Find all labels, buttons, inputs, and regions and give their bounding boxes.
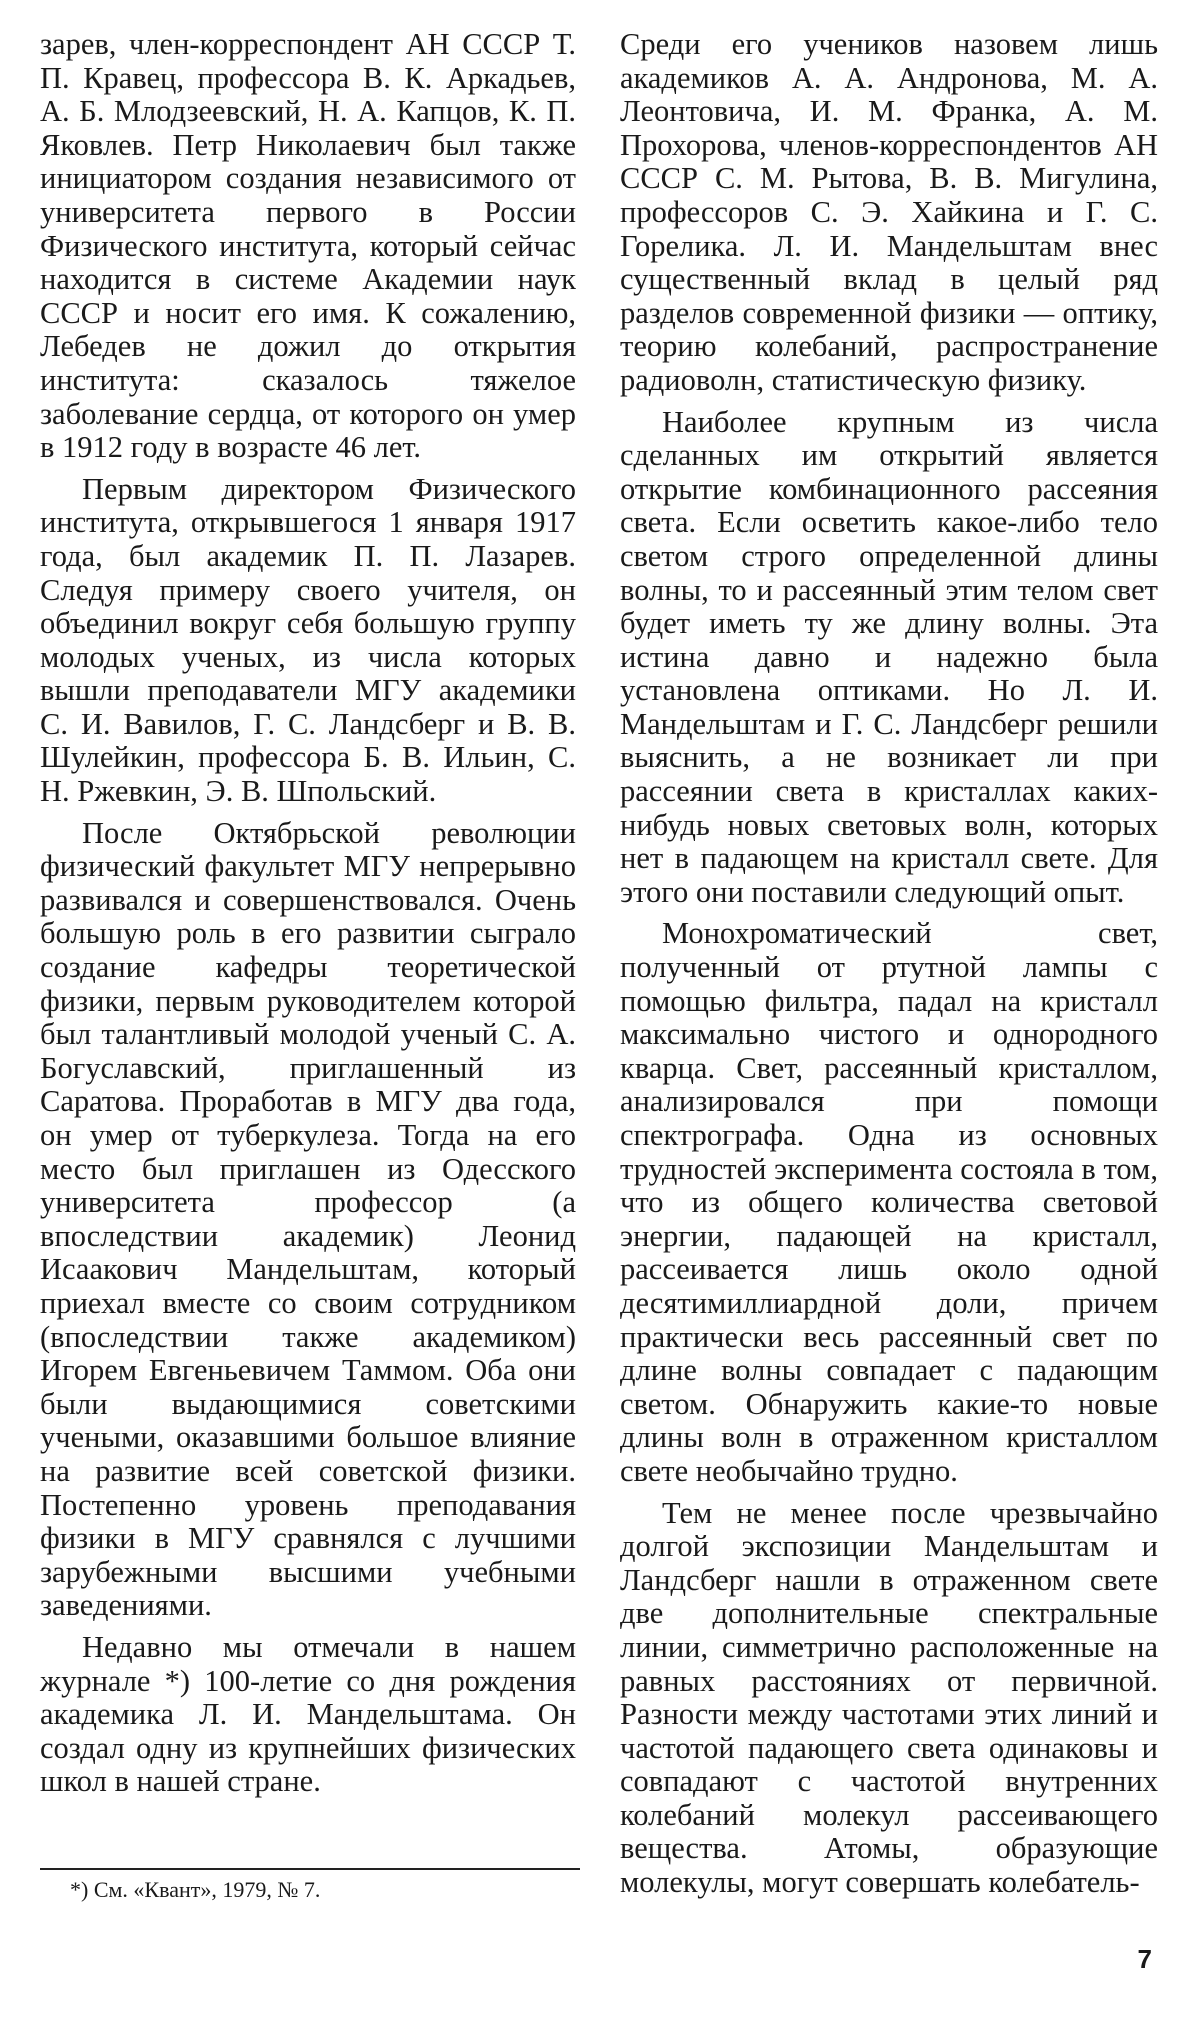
paragraph: Наиболее крупным из числа сделанных им открытий является открытие комбинационного рассеяния света. Если осветить какое-либо тело светом строго определенной длины волны, то и рассеянный этим телом свет будет иметь ту же длину волны. Эта истина давно и надежно была установлена оптиками. Но Л. И. Мандельштам и Г. С. Ландсберг решили выяснить, а не возникает ли при рассеянии света в кристаллах каких-нибудь новых световых волн, которых нет в падающем на кристалл свете. Для этого они поставили следующий опыт.	[620, 404, 1158, 909]
paragraph: зарев, член-корреспондент АН СССР Т. П. Кравец, профессора В. К. Аркадьев, А. Б. Млодзеевский, Н. А. Капцов, К. П. Яковлев. Петр Николаевич был также инициатором создания независимого от университета первого в России Физического института, который сейчас находится в системе Академии наук СССР и носит его имя. К сожалению, Лебедев не дожил до открытия института: сказалось тяжелое заболевание сердца, от которого он умер в 1912 году в возрасте 46 лет.	[40, 27, 576, 465]
paragraph: Недавно мы отмечали в нашем журнале *) 100-летие со дня рождения академика Л. И. Мандельштама. Он создал одну из крупнейших физических школ в нашей стране.	[40, 1629, 576, 1799]
paragraph: Среди его учеников назовем лишь академиков А. А. Андронова, М. А. Леонтовича, И. М. Франка, А. М. Прохорова, членов-корреспондентов АН СССР С. М. Рытова, В. В. Мигулина, профессоров С. Э. Хайкина и Г. С. Горелика. Л. И. Мандельштам внес существенный вклад в целый ряд разделов современной физики — оптику, теорию колебаний, распространение радиоволн, статистическую физику.	[620, 27, 1158, 397]
right-column	[620, 28, 1158, 1900]
left-column	[40, 28, 576, 1799]
paragraph: Монохроматический свет, полученный от ртутной лампы с помощью фильтра, падал на кристалл максимально чистого и однородного кварца. Свет, рассеянный кристаллом, анализировался при помощи спектрографа. Одна из основных трудностей эксперимента состояла в том, что из общего количества световой энергии, падающей на кристалл, рассеивается лишь около одной десятимиллиардной доли, причем практически весь рассеянный свет по длине волны совпадает с падающим светом. Обнаружить какие-то новые длины волн в отраженном кристаллом свете необычайно трудно.	[620, 916, 1158, 1488]
footnote: *) См. «Квант», 1979, № 7.	[70, 1877, 321, 1902]
footnote-divider	[40, 1868, 580, 1870]
page-number: 7	[1137, 1944, 1152, 1974]
paragraph: Тем не менее после чрезвычайно долгой экспозиции Мандельштам и Ландсберг нашли в отраженном свете две дополнительные спектральные линии, симметрично расположенные на равных расстояниях от первичной. Разности между частотами этих линий и частотой падающего света одинаковы и совпадают с частотой внутренних колебаний молекул рассеивающего вещества. Атомы, образующие молекулы, могут совершать колебатель-	[620, 1495, 1158, 1900]
paragraph: После Октябрьской революции физический факультет МГУ непрерывно развивался и совершенствовался. Очень большую роль в его развитии сыграло создание кафедры теоретической физики, первым руководителем которой был талантливый молодой ученый С. А. Богуславский, приглашенный из Саратова. Проработав в МГУ два года, он умер от туберкулеза. Тогда на его место был приглашен из Одесского университета профессор (а впоследствии академик) Леонид Исаакович Мандельштам, который приехал вместе со своим сотрудником (впоследствии также академиком) Игорем Евгеньевичем Таммом. Оба они были выдающимися советскими учеными, оказавшими большое влияние на развитие всей советской физики. Постепенно уровень преподавания физики в МГУ сравнялся с лучшими зарубежными высшими учебными заведениями.	[40, 815, 576, 1623]
paragraph: Первым директором Физического института, открывшегося 1 января 1917 года, был академик П. П. Лазарев. Следуя примеру своего учителя, он объединил вокруг себя большую группу молодых ученых, из числа которых вышли преподаватели МГУ академики С. И. Вавилов, Г. С. Ландсберг и В. В. Шулейкин, профессора Б. В. Ильин, С. Н. Ржевкин, Э. В. Шпольский.	[40, 471, 576, 809]
